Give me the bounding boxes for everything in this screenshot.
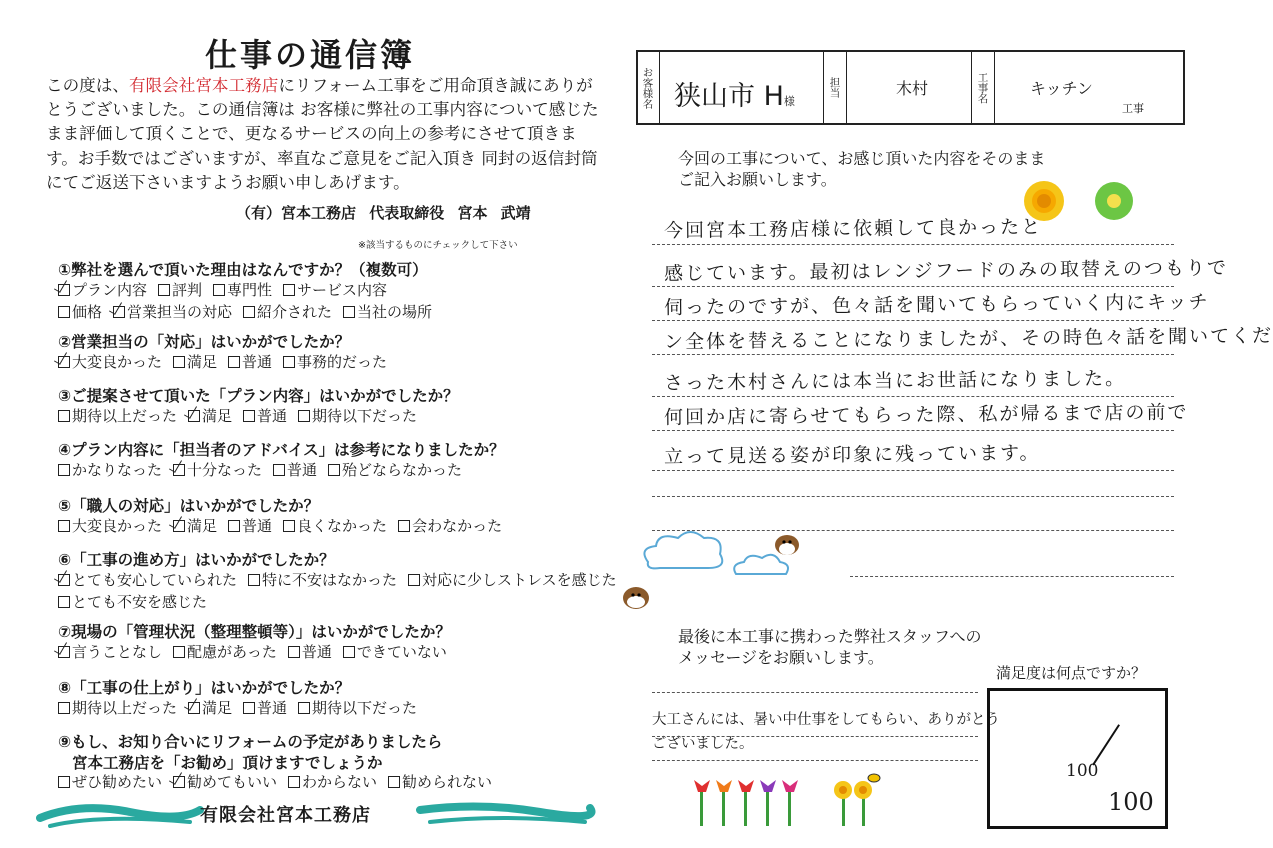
comment-dashed-line [652, 430, 1174, 431]
checked-checkbox[interactable] [173, 776, 185, 788]
question-heading: ③ご提案させて頂いた「プラン内容」はいかがでしたか？ [58, 387, 459, 405]
option-row [58, 697, 428, 718]
option-item[interactable] [173, 353, 217, 371]
option-label: 十分なった [187, 461, 263, 479]
comment-line: 今回宮本工務店様に依頼して良かったと [663, 216, 1043, 242]
intro-company-name: 有限会社宮本工務店 [128, 76, 279, 95]
question-heading: ⑤「職人の対応」はいかがでしたか？ [58, 497, 320, 515]
option-label: 評判 [172, 281, 203, 299]
option-item[interactable] [283, 353, 387, 371]
checkbox[interactable] [273, 464, 285, 476]
staff-name: 木村 [896, 79, 929, 98]
checkbox[interactable] [343, 306, 355, 318]
checkbox[interactable] [243, 410, 255, 422]
option-row [58, 569, 628, 590]
option-item[interactable] [58, 593, 207, 611]
option-label: 期待以下だった [312, 699, 418, 717]
checkbox[interactable] [283, 520, 295, 532]
question-heading: ⑨もし、お知り合いにリフォームの予定がありましたら [58, 733, 443, 751]
option-item[interactable] [58, 461, 162, 479]
staff-label: 担当 [823, 52, 847, 123]
checkbox[interactable] [283, 356, 295, 368]
option-row [58, 641, 458, 662]
question-heading-line2: 宮本工務店を「お勧め」頂けますでしょうか [72, 754, 383, 772]
message-prompt-line: メッセージをお願いします。 [678, 648, 884, 667]
bird-icon [770, 530, 804, 558]
comment-prompt-line: 今回の工事について、お感じ頂いた内容をそのまま [678, 149, 1046, 168]
option-item[interactable] [343, 643, 447, 661]
option-label: 満足 [187, 353, 218, 371]
option-row [58, 301, 443, 322]
option-label: わからない [302, 773, 378, 791]
option-label: 言うことなし [72, 643, 163, 661]
option-label: 勧めてもいい [187, 773, 278, 791]
option-item[interactable] [188, 407, 232, 425]
option-label: かなりなった [72, 461, 163, 479]
checked-checkbox[interactable] [173, 464, 185, 476]
message-prompt [678, 626, 982, 668]
option-item[interactable] [228, 353, 272, 371]
checkbox[interactable] [288, 776, 300, 788]
checkbox[interactable] [388, 776, 400, 788]
comment-line: 感じています。最初はレンジフードのみの取替えのつもりで [663, 257, 1229, 285]
message-line: ございました。 [652, 736, 754, 752]
comment-dashed-line [652, 396, 1174, 397]
checked-checkbox[interactable] [113, 306, 125, 318]
option-label: 特に不安はなかった [262, 571, 398, 589]
option-label: 普通 [257, 407, 288, 425]
option-label: 普通 [257, 699, 288, 717]
comment-line: ン全体を替えることになりましたが、その時色々話を聞いてくだ [663, 324, 1273, 354]
checkbox[interactable] [288, 646, 300, 658]
message-handwritten [652, 708, 1000, 756]
intro-body: にリフォーム工事をご用命頂き誠にありがとうございました。この通信簿は お客様に弊社の工事内容について感じたまま評価して頂くことで、更なるサービスの向上の参考にさせて頂きます。お手数ではございますが、率直なご意見をご記入頂き 同封の返信封筒にてご返送下さいますようお願い申しあげます。 [46, 76, 599, 192]
option-label: 満足 [187, 517, 218, 535]
option-label: 対応に少しストレスを感じた [422, 571, 617, 589]
option-item[interactable] [58, 517, 162, 535]
bird-icon [618, 582, 654, 612]
option-item[interactable] [58, 303, 102, 321]
question-heading: ④プラン内容に「担当者のアドバイス」は参考になりましたか？ [58, 441, 505, 459]
checkbox[interactable] [213, 284, 225, 296]
option-item[interactable] [58, 281, 147, 299]
option-label: 大変良かった [72, 517, 163, 535]
option-label: 普通 [242, 353, 273, 371]
option-item[interactable] [398, 517, 502, 535]
checkbox[interactable] [243, 702, 255, 714]
customer-sama: 様 [783, 95, 795, 108]
option-label: ぜひ勧めたい [72, 773, 163, 791]
checkbox[interactable] [58, 776, 70, 788]
checkbox[interactable] [328, 464, 340, 476]
option-item[interactable] [213, 281, 272, 299]
checkbox[interactable] [173, 646, 185, 658]
option-label: 当社の場所 [357, 303, 433, 321]
option-item[interactable] [288, 773, 377, 791]
option-label: 配慮があった [187, 643, 277, 661]
checkbox[interactable] [58, 410, 70, 422]
blank-line [850, 576, 1174, 577]
option-item[interactable] [408, 571, 617, 589]
checked-checkbox[interactable] [58, 284, 70, 296]
option-label: 営業担当の対応 [127, 303, 233, 321]
option-item[interactable] [248, 571, 397, 589]
tulip-decoration [688, 772, 888, 828]
blank-line [652, 496, 1174, 497]
option-label: サービス内容 [297, 281, 388, 299]
option-item[interactable] [273, 461, 317, 479]
customer-label: お客様名 [637, 52, 660, 123]
option-label: 大変良かった [72, 353, 163, 371]
work-label: 工事名 [971, 52, 995, 123]
option-label: 満足 [202, 699, 233, 717]
comment-line: 立って見送る姿が印象に残っています。 [663, 442, 1041, 468]
option-item[interactable] [328, 461, 462, 479]
comment-dashed-line [652, 286, 1174, 287]
question-heading: ①弊社を選んで頂いた理由はなんですか？（複数可） [58, 261, 428, 279]
option-label: 普通 [287, 461, 318, 479]
option-item[interactable] [243, 303, 332, 321]
checkbox[interactable] [408, 574, 420, 586]
option-item[interactable] [228, 517, 272, 535]
checkbox[interactable] [298, 702, 310, 714]
option-label: 満足 [202, 407, 233, 425]
checkbox[interactable] [243, 306, 255, 318]
satisfaction-question: 満足度は何点ですか？ [996, 664, 1147, 682]
option-item[interactable] [58, 699, 177, 717]
blank-line [652, 692, 978, 693]
header-table [636, 50, 1185, 125]
option-item[interactable] [158, 281, 202, 299]
checked-checkbox[interactable] [188, 410, 200, 422]
intro-text [46, 74, 606, 195]
option-label: 専門性 [227, 281, 273, 299]
question-heading: ⑧「工事の仕上がり」はいかがでしたか？ [58, 679, 351, 697]
checkbox[interactable] [228, 520, 240, 532]
comment-line: 何回か店に寄らせてもらった際、私が帰るまで店の前で [663, 401, 1189, 429]
score-max: 100 [1108, 788, 1154, 816]
option-item[interactable] [388, 773, 492, 791]
option-item[interactable] [243, 699, 287, 717]
checkbox[interactable] [343, 646, 355, 658]
option-row [58, 515, 513, 536]
option-row [58, 405, 428, 426]
checkbox[interactable] [173, 356, 185, 368]
option-item[interactable] [343, 303, 432, 321]
option-item[interactable] [173, 461, 262, 479]
blank-line [652, 736, 978, 737]
option-label: 普通 [242, 517, 273, 535]
option-item[interactable] [173, 773, 277, 791]
option-label: 期待以下だった [312, 407, 418, 425]
option-label: プラン内容 [72, 281, 148, 299]
option-item[interactable] [173, 643, 277, 661]
work-name: キッチン [1030, 79, 1093, 98]
question-heading: ⑦現場の「管理状況（整理整頓等）」はいかがでしたか？ [58, 623, 451, 641]
option-row [58, 771, 503, 792]
checked-checkbox[interactable] [58, 574, 70, 586]
option-item[interactable] [283, 517, 387, 535]
option-label: 事務的だった [297, 353, 388, 371]
work-suffix: 工事 [1122, 102, 1144, 115]
intro-pre: この度は、 [46, 76, 129, 95]
question-heading: ②営業担当の「対応」はいかがでしたか？ [58, 333, 351, 351]
checkbox[interactable] [283, 284, 295, 296]
option-label: 良くなかった [297, 517, 388, 535]
option-label: 会わなかった [412, 517, 503, 535]
option-item[interactable] [243, 407, 287, 425]
comment-line: さった木村さんには本当にお世話になりました。 [663, 367, 1127, 395]
customer-name-text: 狭山市 H [674, 81, 784, 112]
comment-line: 伺ったのですが、色々話を聞いてもらっていく内にキッチ [663, 291, 1210, 319]
option-label: 価格 [72, 303, 103, 321]
option-label: 期待以上だった [72, 699, 178, 717]
option-item[interactable] [298, 699, 417, 717]
checkbox[interactable] [58, 702, 70, 714]
checkbox[interactable] [298, 410, 310, 422]
checked-checkbox[interactable] [58, 646, 70, 658]
option-item[interactable] [298, 407, 417, 425]
message-line: 大工さんには、暑い中仕事をしてもらい、ありがとう [652, 712, 1000, 728]
option-item[interactable] [58, 643, 162, 661]
option-label: 普通 [301, 643, 332, 661]
option-label: 期待以上だった [72, 407, 178, 425]
page-title: 仕事の通信簿 [204, 36, 415, 74]
option-row [58, 279, 398, 300]
blank-line [652, 760, 978, 761]
signature: （有）宮本工務店 代表取締役 宮本 武靖 [236, 204, 531, 222]
customer-name [674, 74, 795, 145]
option-item[interactable] [283, 281, 387, 299]
option-item[interactable] [188, 699, 232, 717]
footer-company: 有限会社宮本工務店 [200, 805, 371, 826]
checkbox[interactable] [58, 596, 70, 608]
comment-prompt [678, 148, 1045, 190]
message-prompt-line: 最後に本工事に携わった弊社スタッフへの [678, 627, 982, 646]
checked-checkbox[interactable] [58, 356, 70, 368]
checkbox[interactable] [398, 520, 410, 532]
option-item[interactable] [58, 407, 177, 425]
option-item[interactable] [113, 303, 232, 321]
option-row [58, 459, 473, 480]
comment-dashed-line [652, 244, 1174, 245]
comment-dashed-line [652, 470, 1174, 471]
checked-checkbox[interactable] [173, 520, 185, 532]
option-label: できていない [356, 643, 447, 661]
option-item[interactable] [58, 571, 237, 589]
option-item[interactable] [288, 643, 332, 661]
checked-checkbox[interactable] [188, 702, 200, 714]
option-row [58, 591, 218, 612]
option-label: 殆どならなかった [342, 461, 463, 479]
option-label: とても不安を感じた [72, 593, 208, 611]
question-heading: ⑥「工事の進め方」はいかがでしたか？ [58, 551, 335, 569]
comment-dashed-line [652, 354, 1174, 355]
checkbox[interactable] [158, 284, 170, 296]
checkbox[interactable] [228, 356, 240, 368]
option-label: とても安心していられた [72, 571, 238, 589]
comment-dashed-line [652, 320, 1174, 321]
checkbox[interactable] [248, 574, 260, 586]
option-item[interactable] [58, 353, 162, 371]
option-item[interactable] [58, 773, 162, 791]
check-note: ※該当するものにチェックして下さい [358, 240, 518, 251]
option-item[interactable] [173, 517, 217, 535]
option-label: 勧められない [402, 773, 493, 791]
comment-prompt-line: ご記入お願いします。 [678, 170, 837, 189]
option-row [58, 351, 398, 372]
checkbox[interactable] [58, 464, 70, 476]
option-label: 紹介された [257, 303, 333, 321]
checkbox[interactable] [58, 306, 70, 318]
checkbox[interactable] [58, 520, 70, 532]
score-handwritten: 100 [1066, 761, 1099, 781]
